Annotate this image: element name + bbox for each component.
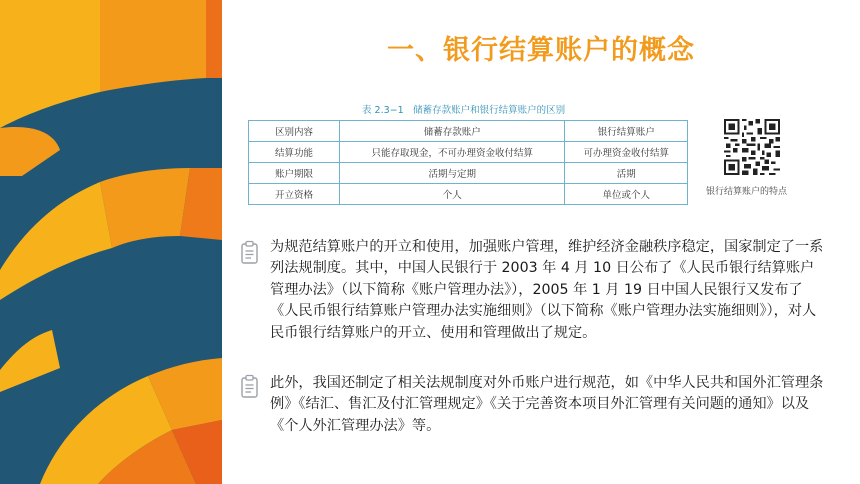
table-cell: 活期与定期	[340, 163, 565, 184]
fan-decoration	[0, 0, 222, 484]
paragraph-foreign-currency: 此外，我国还制定了相关法规制度对外币账户进行规范，如《中华人民共和国外汇管理条例》《结汇、售汇及付汇管理规定》《关于完善资本项目外汇管理有关问题的通知》以及《个人外汇管理办法》等。	[270, 375, 824, 434]
table-cell: 只能存取现金，不可办理资金收付结算	[340, 142, 565, 163]
table-caption: 表 2.3−1 储蓄存款账户和银行结算账户的区别	[362, 105, 566, 116]
table-cell: 活期	[565, 163, 688, 184]
table-cell: 结算功能	[249, 142, 340, 163]
slide-content	[222, 0, 860, 484]
table-row	[249, 184, 688, 205]
table-header-row	[249, 121, 688, 142]
paragraph-regulations: 为规范结算账户的开立和使用，加强账户管理，维护经济金融秩序稳定，国家制定了一系列法规制度。其中，中国人民银行于 2003 年 4 月 10 日公布了《人民币银行结算账户管理办法》（以下简称《账户管理办法》），2005 年 1 月 19 日中国人民银行又发布了《人民币银行结算账户管理办法实施细则》（以下简称《账户管理办法实施细则》），对人民币银行结算账户的开立、使用和管理做出了规定。	[270, 239, 824, 341]
table-header-cell: 储蓄存款账户	[340, 121, 565, 142]
qr-code[interactable]	[724, 119, 780, 175]
clipboard-icon	[240, 374, 260, 398]
table-header-cell: 区别内容	[249, 121, 340, 142]
slide-title: 一、银行结算账户的概念	[387, 35, 695, 66]
table-cell: 账户期限	[249, 163, 340, 184]
clipboard-icon	[240, 240, 260, 264]
table-cell: 开立资格	[249, 184, 340, 205]
table-cell: 单位或个人	[565, 184, 688, 205]
table-row	[249, 142, 688, 163]
table-cell: 个人	[340, 184, 565, 205]
table-row	[249, 163, 688, 184]
comparison-table	[248, 120, 688, 205]
qr-caption: 银行结算账户的特点	[706, 187, 788, 197]
table-cell: 可办理资金收付结算	[565, 142, 688, 163]
table-header-cell: 银行结算账户	[565, 121, 688, 142]
decorative-side-panel	[0, 0, 222, 484]
